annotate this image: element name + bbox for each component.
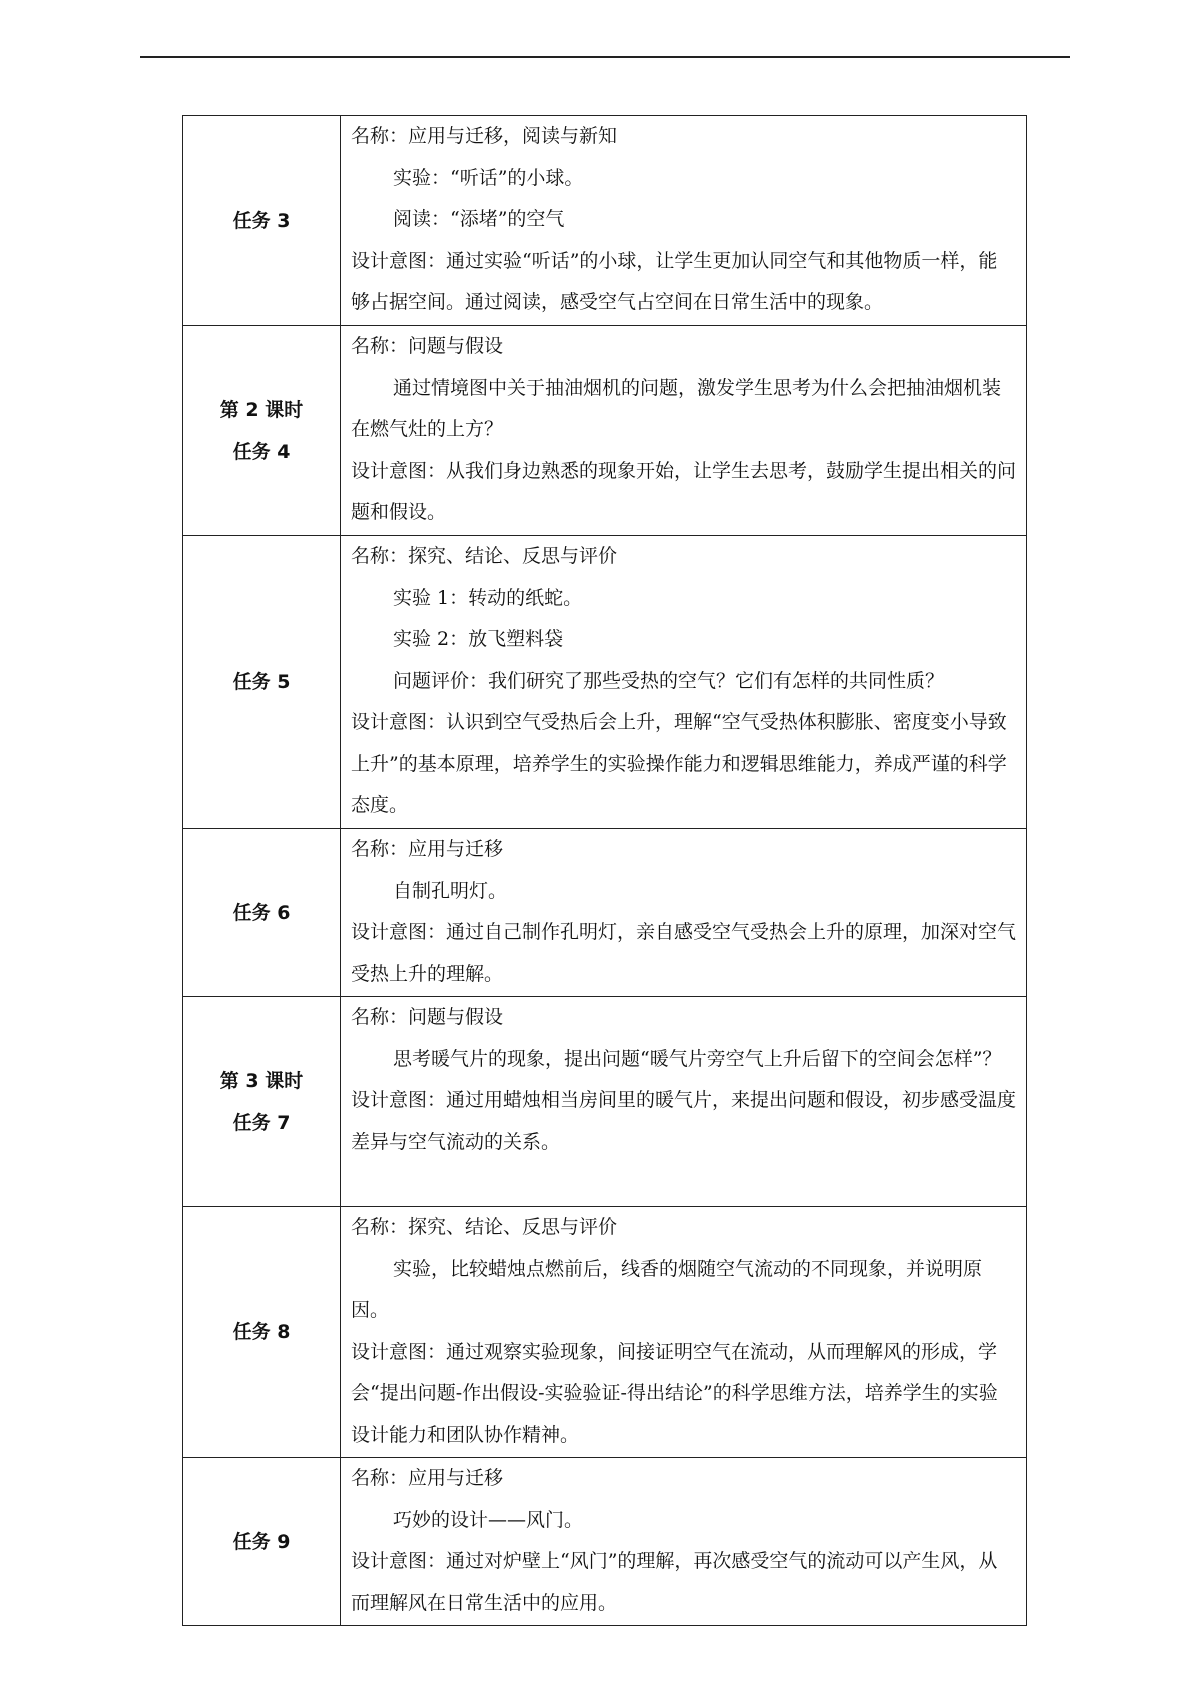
task-label: 任务 8	[232, 1321, 291, 1343]
table-row	[183, 1458, 1027, 1626]
task-label: 任务 7	[232, 1111, 291, 1134]
task-name: 名称：应用与迁移	[351, 838, 504, 860]
row-content-cell	[341, 536, 1027, 829]
task-label: 任务 4	[232, 440, 291, 463]
task-name: 名称：问题与假设	[351, 335, 504, 357]
task-name: 名称：探究、结论、反思与评价	[351, 1216, 618, 1238]
task-paragraph: 自制孔明灯。	[393, 879, 508, 902]
task-paragraph: 通过情境图中关于抽油烟机的问题，激发学生思考为什么会把抽油烟机装在燃气灶的上方？	[351, 376, 1002, 440]
task-label: 任务 6	[232, 901, 291, 924]
task-label: 任务 3	[232, 209, 291, 232]
table-row	[183, 1207, 1027, 1458]
task-paragraph: 问题评价：我们研究了那些受热的空气？它们有怎样的共同性质？	[393, 669, 945, 692]
row-label-cell	[183, 326, 341, 536]
table-row	[183, 536, 1027, 829]
design-intent: 设计意图：通过观察实验现象，间接证明空气在流动，从而理解风的形成，学会“提出问题-作出假设-实验验证-得出结论”的科学思维方法，培养学生的实验设计能力和团队协作精神。	[351, 1340, 998, 1446]
task-name: 名称：问题与假设	[351, 1006, 504, 1028]
design-intent: 设计意图：认识到空气受热后会上升，理解“空气受热体积膨胀、密度变小导致上升”的基本原理，培养学生的实验操作能力和逻辑思维能力，养成严谨的科学态度。	[351, 711, 1007, 816]
task-paragraph: 实验 1：转动的纸蛇。	[393, 586, 583, 609]
row-label-cell	[183, 536, 341, 829]
table-row	[183, 326, 1027, 536]
task-table	[182, 115, 1027, 1626]
task-paragraph: 巧妙的设计——风门。	[393, 1508, 584, 1531]
lesson-label: 第 2 课时	[219, 398, 304, 421]
lesson-label: 第 3 课时	[219, 1069, 304, 1092]
row-label-cell	[183, 1458, 341, 1626]
row-label-cell	[183, 1207, 341, 1458]
task-name: 名称：探究、结论、反思与评价	[351, 545, 618, 567]
task-name: 名称：应用与迁移	[351, 1467, 504, 1489]
row-content-cell	[341, 116, 1027, 326]
row-label-cell	[183, 116, 341, 326]
design-intent: 设计意图：从我们身边熟悉的现象开始，让学生去思考，鼓励学生提出相关的问题和假设。	[351, 459, 1017, 523]
design-intent: 设计意图：通过实验“听话”的小球，让学生更加认同空气和其他物质一样，能够占据空间。通过阅读，感受空气占空间在日常生活中的现象。	[351, 249, 998, 313]
task-name: 名称：应用与迁移，阅读与新知	[351, 125, 618, 147]
row-content-cell	[341, 1458, 1027, 1626]
design-intent: 设计意图：通过自己制作孔明灯，亲自感受空气受热会上升的原理，加深对空气受热上升的理解。	[351, 921, 1017, 985]
row-label-cell	[183, 829, 341, 997]
task-label: 任务 9	[232, 1530, 291, 1553]
task-paragraph: 思考暖气片的现象，提出问题“暖气片旁空气上升后留下的空间会怎样”？	[393, 1047, 1002, 1070]
row-content-cell	[341, 1207, 1027, 1458]
table-row	[183, 997, 1027, 1207]
task-paragraph: 实验，比较蜡烛点燃前后，线香的烟随空气流动的不同现象，并说明原因。	[351, 1257, 983, 1321]
task-paragraph: 实验 2：放飞塑料袋	[393, 628, 564, 650]
task-paragraph: 阅读：“添堵”的空气	[393, 208, 565, 230]
table-row	[183, 829, 1027, 997]
task-paragraph: 实验：“听话”的小球。	[393, 166, 584, 189]
design-intent: 设计意图：通过对炉壁上“风门”的理解，再次感受空气的流动可以产生风，从而理解风在日常生活中的应用。	[351, 1550, 998, 1614]
design-intent: 设计意图：通过用蜡烛相当房间里的暖气片，来提出问题和假设，初步感受温度差异与空气流动的关系。	[351, 1089, 1017, 1153]
header-rule	[140, 56, 1070, 58]
row-label-cell	[183, 997, 341, 1207]
row-content-cell	[341, 829, 1027, 997]
row-content-cell	[341, 326, 1027, 536]
task-label: 任务 5	[232, 671, 291, 693]
row-content-cell	[341, 997, 1027, 1207]
table-row	[183, 116, 1027, 326]
